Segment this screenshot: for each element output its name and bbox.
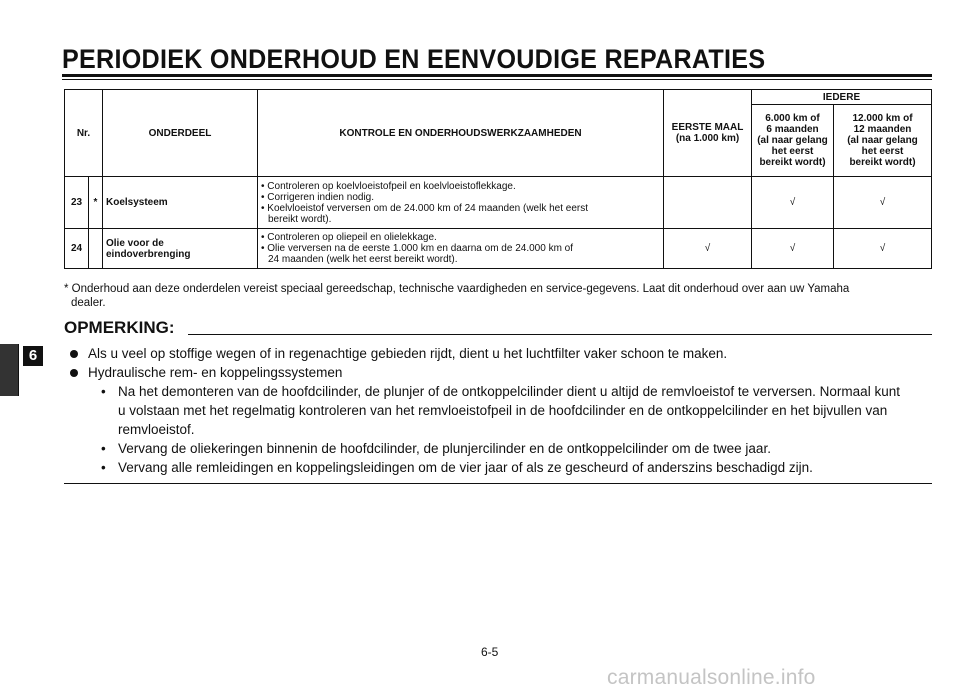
note-list bbox=[64, 344, 934, 477]
h12000-l2: 12 maanden bbox=[853, 124, 912, 135]
row-24-kontrole bbox=[258, 229, 664, 269]
note-bullet-2 bbox=[64, 363, 934, 382]
chapter-tab-marker bbox=[0, 344, 19, 396]
note-sub-1-line2: u volstaan met het regelmatig kontroleren van het remvloeistofpeil in de hoofdcilinder en de ontkoppelcilinder en het bijvullen van bbox=[118, 403, 888, 418]
row-23-line3: • Koelvloeistof verversen om de 24.000 km of 24 maanden (welk het eerst bbox=[261, 202, 589, 214]
note-sub-1 bbox=[64, 382, 934, 401]
row-23-kontrole bbox=[258, 177, 664, 229]
footnote-line2: dealer. bbox=[71, 297, 106, 309]
footnote bbox=[64, 282, 934, 310]
maintenance-table bbox=[64, 89, 932, 269]
table-row bbox=[65, 177, 932, 229]
note-heading-rule bbox=[188, 334, 932, 335]
h12000-l5: bereikt wordt) bbox=[849, 157, 916, 168]
bullet-dot-icon bbox=[70, 350, 78, 358]
title-underline bbox=[62, 74, 932, 77]
header-eerste-line1: EERSTE MAAL bbox=[671, 122, 744, 133]
row-24-12000-check: √ bbox=[834, 229, 932, 269]
row-23-12000-check: √ bbox=[834, 177, 932, 229]
row-24-onderdeel bbox=[103, 229, 258, 269]
row-24-eerste-check: √ bbox=[664, 229, 752, 269]
note-bullet-2-text: Hydraulische rem- en koppelingssystemen bbox=[88, 365, 343, 380]
sub-bullet-icon: • bbox=[101, 460, 106, 475]
row-23-line4: bereikt wordt). bbox=[268, 213, 332, 225]
note-sub-3-text: Vervang alle remleidingen en koppelingsleidingen om de vier jaar of als ze gescheurd of anderszins beschadigd zijn. bbox=[118, 460, 813, 475]
header-6000 bbox=[752, 105, 834, 177]
footnote-line1: * Onderhoud aan deze onderdelen vereist speciaal gereedschap, technische vaardigheden en service-gegevens. Laat dit onderhoud over aan uw Yamaha bbox=[64, 283, 850, 295]
note-bullet-1 bbox=[64, 344, 934, 363]
h6000-l5: bereikt wordt) bbox=[759, 157, 826, 168]
table-header-row bbox=[65, 90, 932, 105]
row-23-nr: 23 bbox=[65, 177, 89, 229]
chapter-tab-number: 6 bbox=[23, 346, 43, 366]
row-23-line1: • Controleren op koelvloeistofpeil en koelvloeistoflekkage. bbox=[261, 180, 516, 192]
row-23-onderdeel: Koelsysteem bbox=[103, 177, 258, 229]
title-underline-thin bbox=[62, 79, 932, 80]
h6000-l3: (al naar gelang bbox=[757, 135, 828, 146]
header-onderdeel: ONDERDEEL bbox=[103, 90, 258, 177]
h12000-l4: het eerst bbox=[861, 146, 904, 157]
note-sub-3 bbox=[64, 458, 934, 477]
note-bullet-1-text: Als u veel op stoffige wegen of in regenachtige gebieden rijdt, dient u het luchtfilter vaker schoon te maken. bbox=[88, 346, 728, 361]
note-bottom-rule bbox=[64, 483, 932, 484]
row-24-onderdeel-l1: Olie voor de bbox=[106, 237, 164, 249]
note-heading: OPMERKING: bbox=[64, 318, 175, 337]
row-24-onderdeel-l2: eindoverbrenging bbox=[106, 248, 191, 260]
table-row bbox=[65, 229, 932, 269]
h12000-l3: (al naar gelang bbox=[847, 135, 918, 146]
sub-bullet-icon: • bbox=[101, 384, 106, 399]
row-24-line1: • Controleren op oliepeil en olielekkage. bbox=[261, 232, 437, 243]
watermark: carmanualsonline.info bbox=[607, 666, 816, 689]
row-24-6000-check: √ bbox=[752, 229, 834, 269]
page-number: 6-5 bbox=[481, 645, 499, 659]
header-eerste-line2: (na 1.000 km) bbox=[675, 133, 740, 144]
row-23-eerste bbox=[664, 177, 752, 229]
header-kontrole: KONTROLE EN ONDERHOUDSWERKZAAMHEDEN bbox=[258, 90, 664, 177]
note-sub-1-line3: remvloeistof. bbox=[118, 422, 195, 437]
bullet-dot-icon bbox=[70, 369, 78, 377]
h12000-l1: 12.000 km of bbox=[852, 113, 913, 124]
sub-bullet-icon: • bbox=[101, 441, 106, 456]
row-23-line2: • Corrigeren indien nodig. bbox=[261, 191, 375, 203]
h6000-l2: 6 maanden bbox=[766, 124, 819, 135]
row-24-line2: • Olie verversen na de eerste 1.000 km en daarna om de 24.000 km of bbox=[261, 243, 574, 254]
row-24-nr: 24 bbox=[65, 229, 89, 269]
h6000-l4: het eerst bbox=[771, 146, 814, 157]
h6000-l1: 6.000 km of bbox=[765, 113, 820, 124]
note-sub-2 bbox=[64, 439, 934, 458]
header-12000 bbox=[834, 105, 932, 177]
row-23-6000-check: √ bbox=[752, 177, 834, 229]
row-24-line3: 24 maanden (welk het eerst bereikt wordt). bbox=[268, 254, 458, 265]
note-sub-1-line1: Na het demonteren van de hoofdcilinder, de plunjer of de ontkoppelcilinder dient u altijd de remvloeistof te verversen. Normaal kunt bbox=[118, 384, 900, 399]
row-23-special-mark: * bbox=[89, 177, 103, 229]
note-sub-2-text: Vervang de oliekeringen binnenin de hoofdcilinder, de plunjercilinder en de ontkoppelcilinder om de twee jaar. bbox=[118, 441, 771, 456]
header-nr: Nr. bbox=[65, 90, 103, 177]
header-eerste-maal bbox=[664, 90, 752, 177]
header-iedere: IEDERE bbox=[752, 90, 932, 105]
page-title: PERIODIEK ONDERHOUD EN EENVOUDIGE REPARATIES bbox=[62, 44, 766, 74]
row-24-special-mark bbox=[89, 229, 103, 269]
